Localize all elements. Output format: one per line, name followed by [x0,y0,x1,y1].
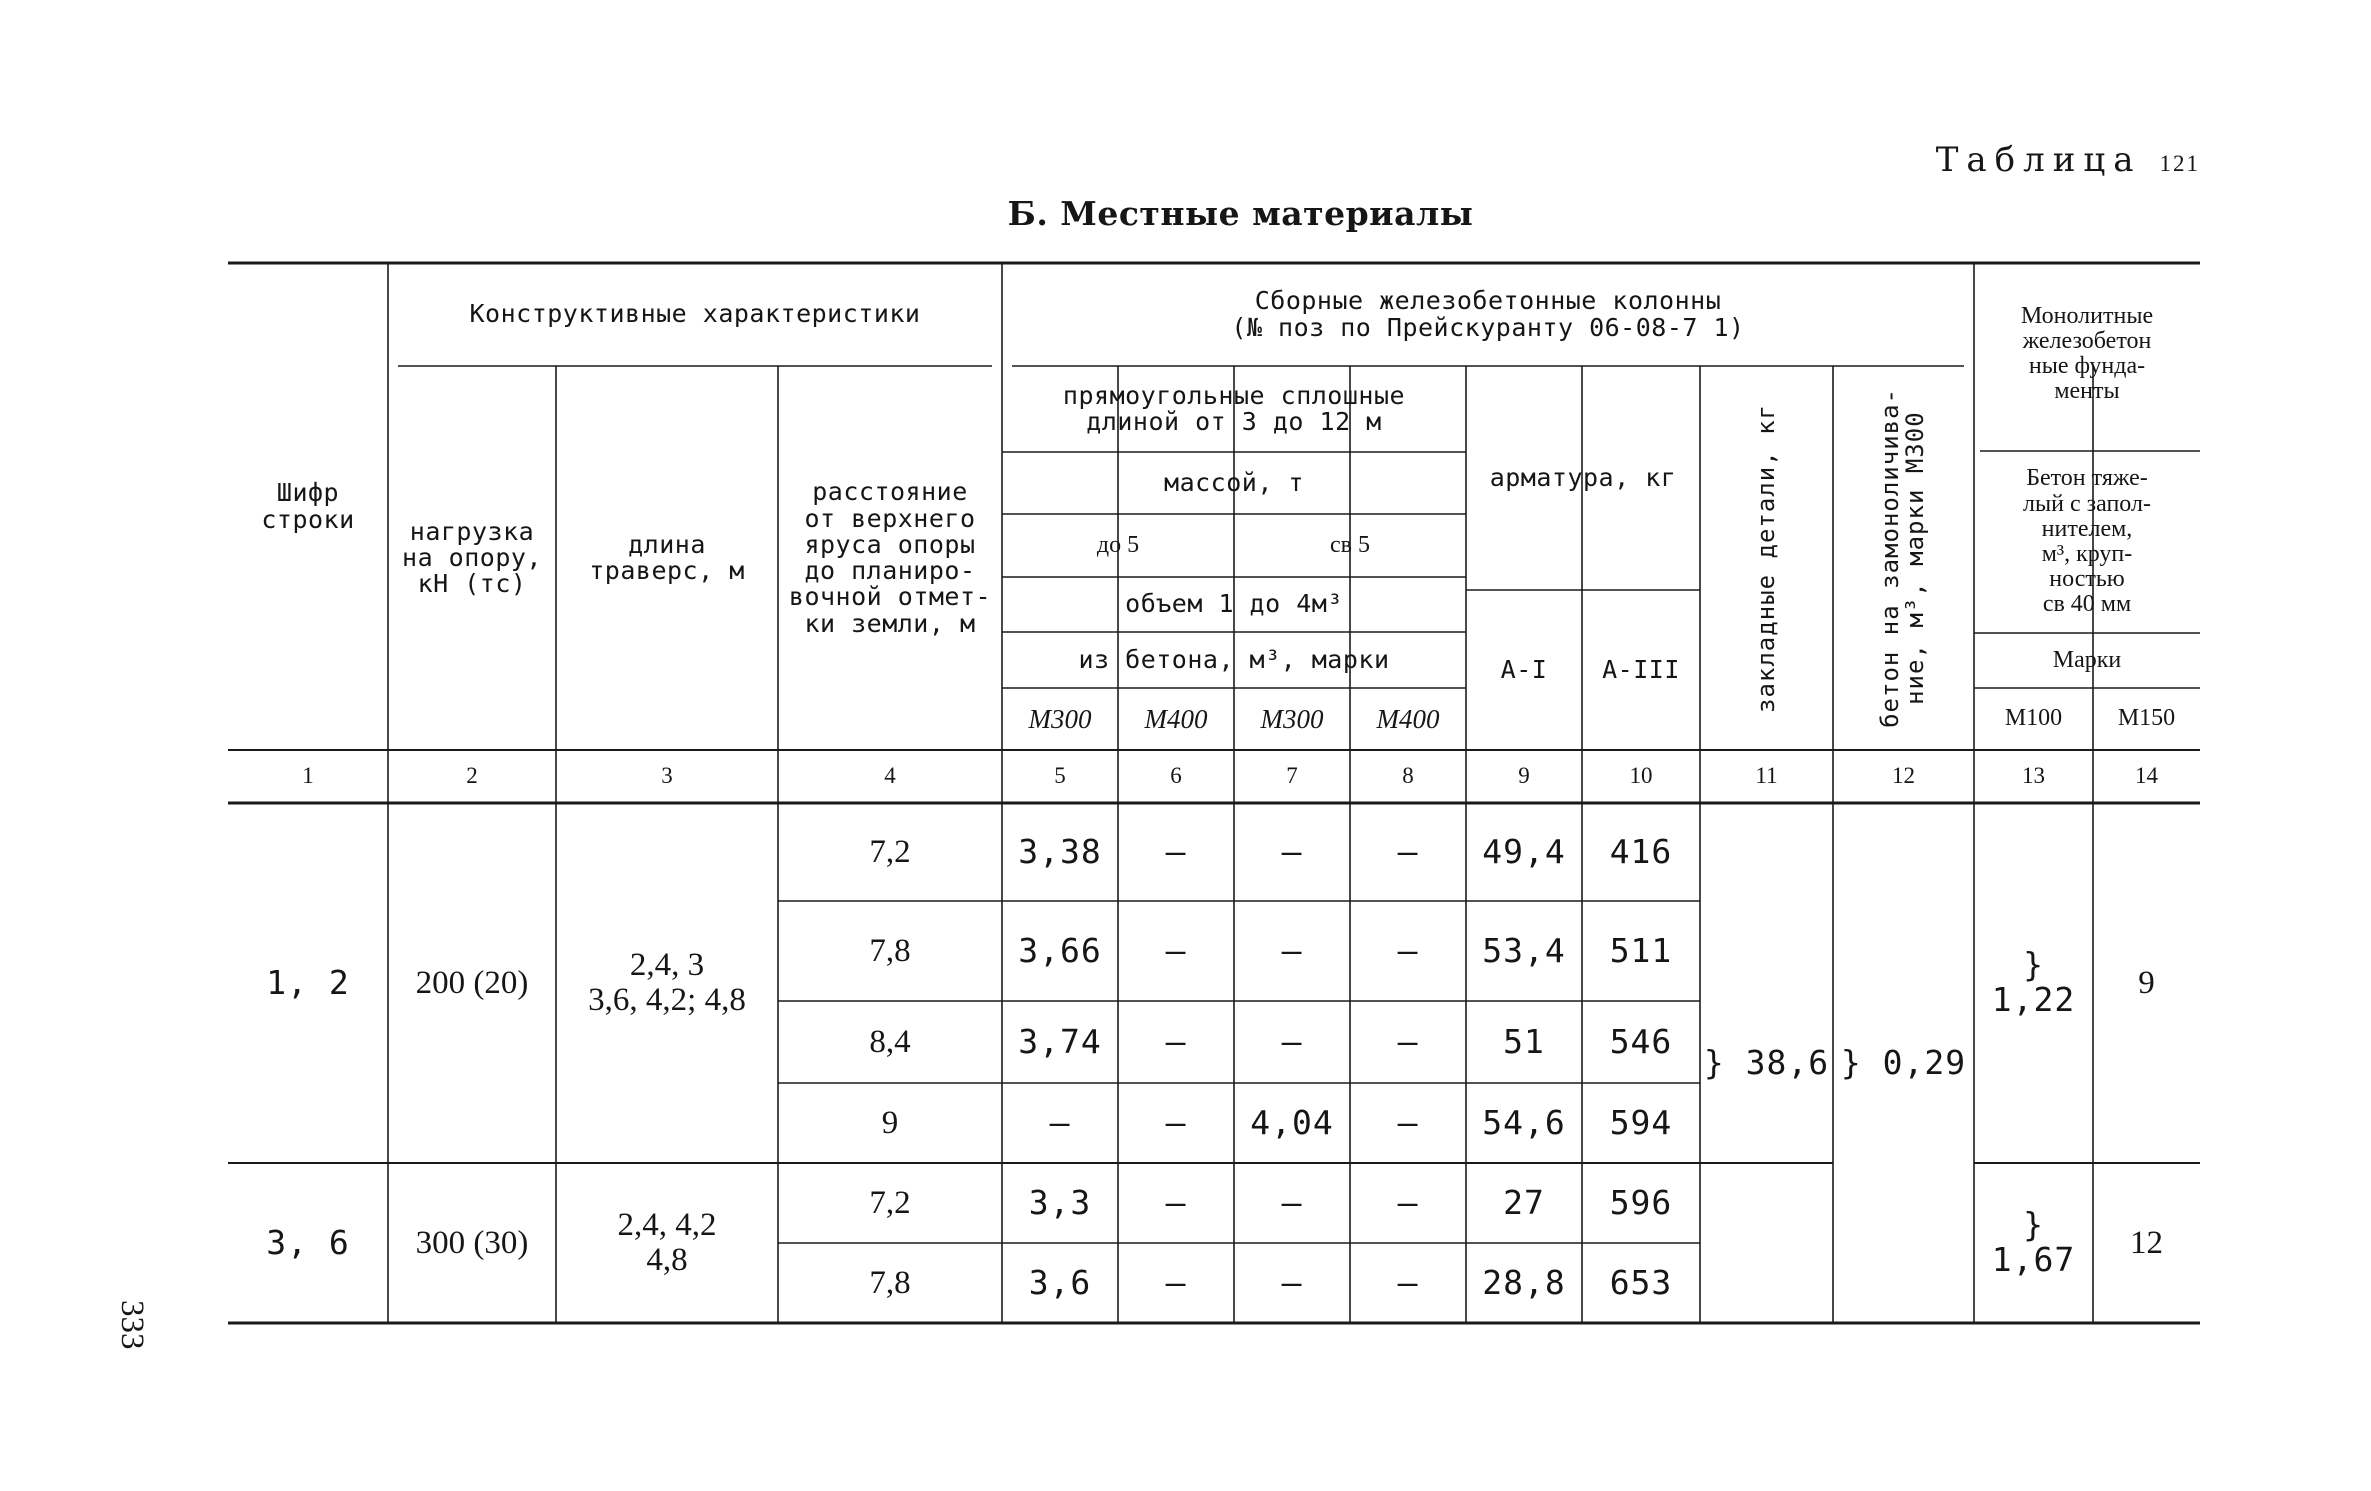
header-armatura-text: арматура, кг [1489,462,1677,492]
value-cell-0-0-c7 [1234,803,1350,901]
column-number-6 [1118,750,1234,803]
shifr-cell-1 [228,1163,388,1323]
value-cell-0-2-c8 [1350,1001,1466,1083]
column-number-5 [1002,750,1118,803]
column-number-4-text: 4 [884,763,896,789]
table-number: 121 [2159,151,2200,176]
header-nagruzka [388,366,556,750]
header-marki-text: Марки [2052,646,2122,673]
value-cell-0-2-c7-text: — [1281,1021,1303,1061]
value-cell-0-0-c6-text: — [1165,831,1187,871]
column-number-10-text: 10 [1629,763,1653,789]
grouting-concrete-merged-text: } 0,29 [1840,1042,1967,1082]
value-cell-1-1-c10-text: 653 [1609,1262,1673,1302]
table-subtitle: Б. Местные материалы [1007,194,1474,233]
header-a1-text: А-I [1500,654,1548,684]
value-cell-0-1-c7 [1234,901,1350,1001]
concrete-volume-cell-0-text: } 1,22 [1991,945,2076,1019]
value-cell-1-1-c6-text: — [1165,1262,1187,1302]
header-iz-betona [1002,632,1466,688]
dist-cell-0-0-text: 7,2 [869,833,911,870]
value-cell-0-1-c8 [1350,901,1466,1001]
grade-cell-1-text: 12 [2130,1224,2163,1261]
value-cell-1-1-c5 [1002,1243,1118,1323]
column-number-2-text: 2 [466,763,478,789]
header-rasst-text: расстояние от верхнего яруса опоры до планиро- вочной отмет- ки земли, м [788,477,992,638]
value-cell-0-2-c10-text: 546 [1609,1021,1673,1061]
load-cell-0-text: 200 (20) [415,964,529,1001]
value-cell-0-0-c8-text: — [1397,831,1419,871]
load-cell-1 [388,1163,556,1323]
traverse-cell-1 [556,1163,778,1323]
value-cell-0-0-c8 [1350,803,1466,901]
value-cell-0-0-c10 [1582,803,1700,901]
value-cell-1-0-c8 [1350,1163,1466,1243]
column-number-9-text: 9 [1518,763,1530,789]
header-dlina [556,366,778,750]
value-cell-1-0-c5-text: 3,3 [1028,1182,1092,1222]
header-a3-text: А-III [1602,654,1680,684]
value-cell-1-0-c6 [1118,1163,1234,1243]
header-zaklad [1700,366,1833,750]
value-cell-0-0-c5-text: 3,38 [1018,831,1102,871]
grade-cell-0 [2093,803,2200,1163]
column-number-13 [1974,750,2093,803]
value-cell-1-1-c9 [1466,1243,1582,1323]
header-mark-8-text: М400 [1376,703,1440,734]
column-number-5-text: 5 [1054,763,1066,789]
value-cell-1-0-c5 [1002,1163,1118,1243]
concrete-volume-cell-0 [1974,803,2093,1163]
value-cell-0-1-c9 [1466,901,1582,1001]
value-cell-1-1-c5-text: 3,6 [1028,1262,1092,1302]
column-number-7 [1234,750,1350,803]
value-cell-0-3-c10-text: 594 [1609,1102,1673,1142]
value-cell-0-0-c9-text: 49,4 [1482,831,1566,871]
value-cell-0-0-c5 [1002,803,1118,901]
column-number-11 [1700,750,1833,803]
column-number-8 [1350,750,1466,803]
grade-cell-1 [2093,1163,2200,1323]
grade-cell-0-text: 9 [2138,964,2155,1001]
header-do5 [1002,514,1234,577]
load-cell-1-text: 300 (30) [415,1224,529,1261]
column-number-3 [556,750,778,803]
value-cell-0-0-c6 [1118,803,1234,901]
value-cell-0-1-c8-text: — [1397,930,1419,970]
value-cell-0-2-c5-text: 3,74 [1018,1021,1102,1061]
column-number-1 [228,750,388,803]
value-cell-0-1-c5 [1002,901,1118,1001]
page-number: 333 [114,1300,150,1350]
column-number-14 [2093,750,2200,803]
dist-cell-0-3-text: 9 [881,1104,899,1141]
value-cell-0-3-c8-text: — [1397,1102,1419,1142]
value-cell-1-1-c7-text: — [1281,1262,1303,1302]
header-nagruzka-text: нагрузка на опору, кН (тс) [402,516,542,599]
grouting-concrete-merged [1833,803,1974,1323]
value-cell-1-0-c8-text: — [1397,1182,1419,1222]
header-shifr [228,263,388,750]
header-beton-zamon-text: бетон на замоноличива- ние, м³, марки М300 [1876,388,1930,728]
shifr-cell-1-text: 3, 6 [266,1222,350,1262]
column-number-10 [1582,750,1700,803]
header-rasst [778,366,1002,750]
traverse-cell-1-text: 2,4, 4,2 4,8 [617,1207,717,1278]
value-cell-0-3-c8 [1350,1083,1466,1163]
concrete-volume-cell-1-text: } 1,67 [1991,1205,2076,1279]
embedded-parts-merged [1700,803,1833,1323]
header-mark-6 [1118,688,1234,750]
value-cell-0-2-c9-text: 51 [1503,1021,1545,1061]
header-obem-text: объем 1 до 4м³ [1125,589,1343,619]
shifr-cell-0-text: 1, 2 [266,962,350,1002]
value-cell-1-1-c6 [1118,1243,1234,1323]
dist-cell-1-1-text: 7,8 [869,1264,911,1301]
value-cell-1-1-c8-text: — [1397,1262,1419,1302]
column-number-2 [388,750,556,803]
column-number-12-text: 12 [1892,763,1915,789]
value-cell-0-1-c6-text: — [1165,930,1187,970]
header-sbornye [1002,263,1974,366]
dist-cell-0-0 [778,803,1002,901]
header-konstr [388,263,1002,366]
header-m100-text: М100 [2004,705,2063,732]
value-cell-0-3-c6 [1118,1083,1234,1163]
header-zaklad-text: закладные детали, кг [1751,403,1780,713]
shifr-cell-0 [228,803,388,1163]
header-mark-5 [1002,688,1118,750]
header-m100 [1974,688,2093,750]
column-number-9 [1466,750,1582,803]
value-cell-1-1-c8 [1350,1243,1466,1323]
value-cell-0-1-c6 [1118,901,1234,1001]
value-cell-0-3-c7 [1234,1083,1350,1163]
dist-cell-0-2 [778,1001,1002,1083]
embedded-parts-merged-text: } 38,6 [1703,1042,1830,1082]
traverse-cell-0 [556,803,778,1163]
dist-cell-1-0-text: 7,2 [869,1184,911,1221]
value-cell-0-3-c9-text: 54,6 [1482,1102,1566,1142]
dist-cell-0-1-text: 7,8 [869,932,911,969]
header-iz-betona-text: из бетона, м³, марки [1078,644,1390,674]
header-monolit [1974,263,2200,445]
header-a3 [1582,590,1700,750]
dist-cell-1-1 [778,1243,1002,1323]
header-marki [1974,633,2200,688]
header-massoy [1002,452,1466,514]
header-monolit-text: Монолитные железобетон ные фунда- менты [2020,302,2154,405]
value-cell-0-3-c5 [1002,1083,1118,1163]
header-mark-5-text: М300 [1028,703,1092,734]
value-cell-0-0-c7-text: — [1281,831,1303,871]
value-cell-1-0-c7 [1234,1163,1350,1243]
header-pryam [1002,366,1466,452]
header-do5-text: до 5 [1096,531,1140,558]
value-cell-0-2-c8-text: — [1397,1021,1419,1061]
value-cell-0-2-c7 [1234,1001,1350,1083]
value-cell-0-1-c10-text: 511 [1609,930,1673,970]
value-cell-1-0-c9 [1466,1163,1582,1243]
header-sv5 [1234,514,1466,577]
value-cell-1-1-c9-text: 28,8 [1482,1262,1566,1302]
load-cell-0 [388,803,556,1163]
header-beton-tyazh [1974,451,2200,633]
value-cell-0-1-c5-text: 3,66 [1018,930,1102,970]
header-dlina-text: длина траверс, м [589,529,745,585]
value-cell-0-2-c6-text: — [1165,1021,1187,1061]
dist-cell-0-3 [778,1083,1002,1163]
dist-cell-1-0 [778,1163,1002,1243]
value-cell-1-0-c10-text: 596 [1609,1182,1673,1222]
column-number-6-text: 6 [1170,763,1182,789]
value-cell-1-0-c6-text: — [1165,1182,1187,1222]
column-number-3-text: 3 [661,763,673,789]
header-mark-7-text: М300 [1260,703,1324,734]
header-shifr-text: Шифр строки [261,478,355,534]
concrete-volume-cell-1 [1974,1163,2093,1323]
header-a1 [1466,590,1582,750]
header-mark-7 [1234,688,1350,750]
value-cell-0-1-c7-text: — [1281,930,1303,970]
column-number-7-text: 7 [1286,763,1298,789]
value-cell-0-1-c10 [1582,901,1700,1001]
value-cell-0-0-c10-text: 416 [1609,831,1673,871]
header-sbornye-text: Сборные железобетонные колонны (№ поз по Прейскуранту 06-08-7 1) [1231,286,1745,342]
value-cell-0-3-c5-text: — [1049,1102,1071,1142]
table-label: Таблица [1935,140,2142,180]
value-cell-1-1-c7 [1234,1243,1350,1323]
header-konstr-text: Конструктивные характеристики [469,299,921,329]
header-sv5-text: св 5 [1330,531,1370,558]
header-obem [1002,577,1466,632]
header-m150 [2093,688,2200,750]
value-cell-0-0-c9 [1466,803,1582,901]
header-beton-zamon [1833,366,1974,750]
value-cell-1-0-c9-text: 27 [1503,1182,1545,1222]
value-cell-0-3-c9 [1466,1083,1582,1163]
header-m150-text: М150 [2117,705,2176,732]
header-massoy-text: массой, т [1164,467,1304,497]
value-cell-0-2-c10 [1582,1001,1700,1083]
value-cell-0-3-c7-text: 4,04 [1250,1102,1334,1142]
column-number-13-text: 13 [2022,763,2045,789]
value-cell-1-0-c7-text: — [1281,1182,1303,1222]
dist-cell-0-2-text: 8,4 [869,1023,911,1060]
header-mark-8 [1350,688,1466,750]
value-cell-0-1-c9-text: 53,4 [1482,930,1566,970]
value-cell-0-2-c5 [1002,1001,1118,1083]
header-pryam-text: прямоугольные сплошные длиной от 3 до 12 м [1062,380,1406,436]
value-cell-1-0-c10 [1582,1163,1700,1243]
column-number-12 [1833,750,1974,803]
header-armatura [1466,366,1700,590]
header-beton-tyazh-text: Бетон тяже- лый с запол- нителем, м³, круп- ностью св 40 мм [2023,465,2151,618]
value-cell-0-2-c6 [1118,1001,1234,1083]
value-cell-0-3-c10 [1582,1083,1700,1163]
dist-cell-0-1 [778,901,1002,1001]
value-cell-0-3-c6-text: — [1165,1102,1187,1142]
column-number-4 [778,750,1002,803]
column-number-11-text: 11 [1755,763,1778,789]
value-cell-0-2-c9 [1466,1001,1582,1083]
traverse-cell-0-text: 2,4, 3 3,6, 4,2; 4,8 [588,947,746,1018]
column-number-8-text: 8 [1402,763,1414,789]
column-number-1-text: 1 [302,763,314,789]
value-cell-1-1-c10 [1582,1243,1700,1323]
column-number-14-text: 14 [2135,763,2158,789]
header-mark-6-text: М400 [1144,703,1208,734]
